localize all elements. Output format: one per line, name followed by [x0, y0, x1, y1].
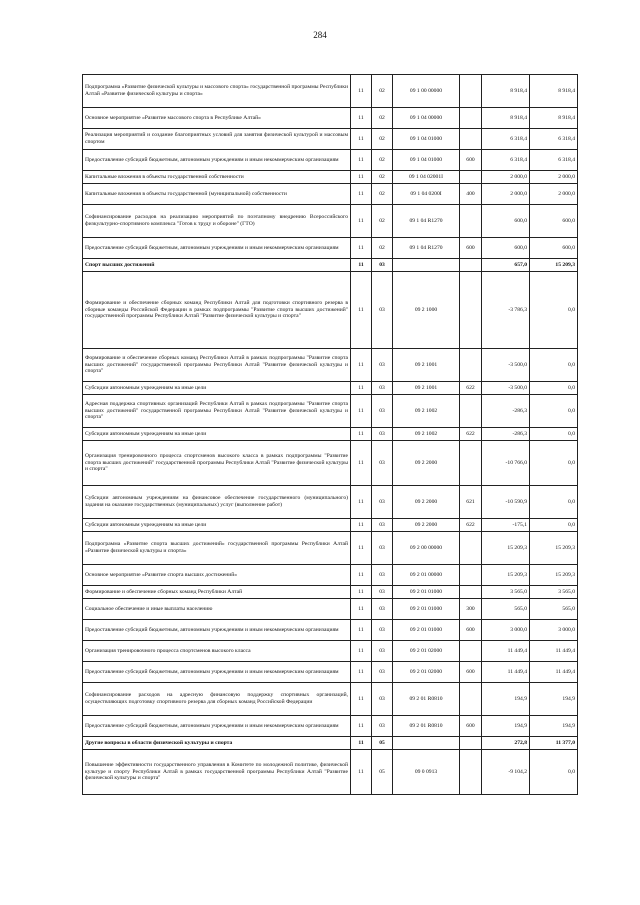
- row-expense-type: [460, 259, 482, 272]
- row-subsection: 03: [372, 641, 393, 662]
- row-expense-type: 600: [460, 620, 482, 641]
- row-amount-2: 194,9: [530, 716, 578, 737]
- row-name: Предоставление субсидий бюджетным, автономным учреждениям и иным некоммерческим организациям: [83, 662, 351, 683]
- row-expense-type: 600: [460, 238, 482, 259]
- row-name: Организация тренировочного процесса спортсменов высокого класса в рамках подпрограммы "Развитие спорта высших достижений" государственной программы Республики Алтай "Развитие физической культуры и спорта": [83, 441, 351, 486]
- row-amount-2: 8 918,4: [530, 108, 578, 129]
- row-amount-1: -286,3: [482, 395, 530, 428]
- table-row: [83, 184, 578, 205]
- row-name: Субсидии автономным учреждениям на финансовое обеспечение государственного (муниципального) задания на оказание государственных (муниципальных) услуг (выполнение работ): [83, 486, 351, 519]
- table-row: [83, 565, 578, 586]
- row-expense-type: [460, 349, 482, 382]
- row-section: 11: [351, 238, 372, 259]
- row-name: Предоставление субсидий бюджетным, автономным учреждениям и иным некоммерческим организациям: [83, 716, 351, 737]
- row-expense-type: 400: [460, 184, 482, 205]
- row-subsection: 03: [372, 382, 393, 395]
- row-name: Формирование и обеспечение сборных команд Республики Алтай: [83, 586, 351, 599]
- table-row: [83, 150, 578, 171]
- row-expense-type: 600: [460, 716, 482, 737]
- row-amount-1: 600,0: [482, 205, 530, 238]
- row-subsection: 03: [372, 272, 393, 349]
- row-amount-1: 15 209,3: [482, 565, 530, 586]
- row-name: Повышение эффективности государственного управления в Комитете по молодежной политике, физической культуре и спорту Республики Алтай в рамках государственной программы Республики Алтай "Развитие физической культуры и спорта": [83, 750, 351, 795]
- table-row: [83, 441, 578, 486]
- table-row: [83, 662, 578, 683]
- row-subsection: 03: [372, 586, 393, 599]
- row-section: 11: [351, 662, 372, 683]
- row-amount-1: 15 209,3: [482, 532, 530, 565]
- table-row: [83, 382, 578, 395]
- row-expense-type: 600: [460, 150, 482, 171]
- row-amount-2: 11 449,4: [530, 641, 578, 662]
- row-name: Софинансирование расходов на реализацию мероприятий по поэтапному внедрению Всероссийского физкультурно-спортивного комплекса "Готов к труду и обороне" (ГТО): [83, 205, 351, 238]
- row-subsection: 02: [372, 150, 393, 171]
- row-section: 11: [351, 519, 372, 532]
- row-target-article: 09 2 1001: [393, 382, 460, 395]
- row-subsection: 03: [372, 683, 393, 716]
- row-target-article: 09 1 04 0200I: [393, 184, 460, 205]
- row-target-article: 09 2 1002: [393, 395, 460, 428]
- row-amount-2: 15 209,3: [530, 259, 578, 272]
- row-subsection: 03: [372, 532, 393, 565]
- table-row: [83, 75, 578, 108]
- row-section: 11: [351, 716, 372, 737]
- row-name: Капитальные вложения в объекты государственной (муниципальной) собственности: [83, 184, 351, 205]
- table-row: [83, 599, 578, 620]
- row-expense-type: [460, 683, 482, 716]
- row-amount-1: 3 000,0: [482, 620, 530, 641]
- row-target-article: 09 2 01 02000: [393, 662, 460, 683]
- row-amount-1: -9 104,2: [482, 750, 530, 795]
- row-amount-1: 565,0: [482, 599, 530, 620]
- row-amount-2: 15 209,3: [530, 532, 578, 565]
- row-subsection: 03: [372, 486, 393, 519]
- row-target-article: 09 1 00 00000: [393, 75, 460, 108]
- row-target-article: 09 2 01 01000: [393, 586, 460, 599]
- row-name: Субсидии автономным учреждениям на иные цели: [83, 428, 351, 441]
- row-section: 11: [351, 108, 372, 129]
- budget-table: [82, 74, 578, 795]
- row-amount-2: 0,0: [530, 428, 578, 441]
- row-name: Другие вопросы в области физической культуры и спорта: [83, 737, 351, 750]
- row-expense-type: [460, 205, 482, 238]
- table-row: [83, 683, 578, 716]
- row-target-article: 09 2 01 01000: [393, 599, 460, 620]
- row-section: 11: [351, 428, 372, 441]
- row-amount-2: 3 565,0: [530, 586, 578, 599]
- row-expense-type: [460, 750, 482, 795]
- row-amount-1: 194,9: [482, 683, 530, 716]
- table-row: [83, 259, 578, 272]
- row-amount-2: 6 318,4: [530, 129, 578, 150]
- row-expense-type: [460, 272, 482, 349]
- row-expense-type: [460, 395, 482, 428]
- table-row: [83, 519, 578, 532]
- row-section: 11: [351, 586, 372, 599]
- row-expense-type: [460, 641, 482, 662]
- row-name: Предоставление субсидий бюджетным, автономным учреждениям и иным некоммерческим организациям: [83, 620, 351, 641]
- row-amount-2: 565,0: [530, 599, 578, 620]
- row-subsection: 03: [372, 349, 393, 382]
- row-amount-1: 194,9: [482, 716, 530, 737]
- page-number: 284: [313, 30, 327, 40]
- row-amount-2: 6 318,4: [530, 150, 578, 171]
- row-expense-type: [460, 532, 482, 565]
- row-subsection: 05: [372, 750, 393, 795]
- row-subsection: 03: [372, 428, 393, 441]
- row-name: Софинансирование расходов на адресную финансовую поддержку спортивных организаций, осуществляющих подготовку спортивного резерва для сборных команд Российской Федерации: [83, 683, 351, 716]
- row-name: Формирование и обеспечение сборных команд Республики Алтай в рамках подпрограммы "Развитие спорта высших достижений" государственной программы Республики Алтай "Развитие физической культуры и спорта": [83, 349, 351, 382]
- row-subsection: 03: [372, 565, 393, 586]
- row-subsection: 03: [372, 395, 393, 428]
- row-section: 11: [351, 683, 372, 716]
- row-target-article: 09 2 01 02000: [393, 641, 460, 662]
- row-target-article: 09 1 04 01000: [393, 150, 460, 171]
- row-amount-1: 600,0: [482, 238, 530, 259]
- row-amount-2: 0,0: [530, 272, 578, 349]
- row-subsection: 03: [372, 716, 393, 737]
- row-amount-2: 0,0: [530, 395, 578, 428]
- row-name: Адресная поддержка спортивных организаций Республики Алтай в рамках подпрограммы "Развитие спорта высших достижений" государственной программы Республики Алтай "Развитие физической культуры и спорта": [83, 395, 351, 428]
- row-target-article: 09 2 2000: [393, 441, 460, 486]
- row-target-article: 09 2 01 R0810: [393, 716, 460, 737]
- row-target-article: 09 2 01 R0810: [393, 683, 460, 716]
- row-subsection: 03: [372, 441, 393, 486]
- row-name: Подпрограмма «Развитие спорта высших достижений» государственной программы Республики Алтай «Развитие физической культуры и спорта»: [83, 532, 351, 565]
- row-target-article: 09 2 01 00000: [393, 565, 460, 586]
- row-expense-type: 622: [460, 428, 482, 441]
- row-section: 11: [351, 382, 372, 395]
- row-amount-1: 3 565,0: [482, 586, 530, 599]
- row-subsection: 03: [372, 620, 393, 641]
- row-amount-2: 0,0: [530, 486, 578, 519]
- row-expense-type: 600: [460, 662, 482, 683]
- table-row: [83, 238, 578, 259]
- row-amount-1: 11 449,4: [482, 641, 530, 662]
- row-subsection: 02: [372, 108, 393, 129]
- row-subsection: 02: [372, 238, 393, 259]
- table-row: [83, 750, 578, 795]
- table-row: [83, 641, 578, 662]
- row-section: 11: [351, 395, 372, 428]
- row-subsection: 02: [372, 171, 393, 184]
- row-name: Формирование и обеспечение сборных команд Республики Алтай для подготовки спортивного резерва в сборные команды Российской Федерации в рамках подпрограммы "Развитие спорта высших достижений" государственной программы Республики Алтай "Развитие физической культуры и спорта": [83, 272, 351, 349]
- row-amount-1: -175,1: [482, 519, 530, 532]
- row-amount-2: 2 000,0: [530, 184, 578, 205]
- row-amount-1: 6 318,4: [482, 129, 530, 150]
- table-row: [83, 586, 578, 599]
- row-amount-2: 600,0: [530, 205, 578, 238]
- row-amount-1: -10 766,0: [482, 441, 530, 486]
- row-amount-1: -286,3: [482, 428, 530, 441]
- row-section: 11: [351, 129, 372, 150]
- row-amount-1: -10 590,9: [482, 486, 530, 519]
- table-row: [83, 349, 578, 382]
- table-row: [83, 395, 578, 428]
- row-name: Капитальные вложения в объекты государственной собственности: [83, 171, 351, 184]
- row-expense-type: [460, 737, 482, 750]
- row-expense-type: 300: [460, 599, 482, 620]
- row-amount-2: 2 000,0: [530, 171, 578, 184]
- row-name: Субсидии автономным учреждениям на иные цели: [83, 519, 351, 532]
- row-section: 11: [351, 486, 372, 519]
- row-section: 11: [351, 75, 372, 108]
- row-name: Основное мероприятие «Развитие массового спорта в Республике Алтай»: [83, 108, 351, 129]
- row-target-article: 09 2 1001: [393, 349, 460, 382]
- row-target-article: 09 2 1002: [393, 428, 460, 441]
- row-subsection: 02: [372, 75, 393, 108]
- table-row: [83, 620, 578, 641]
- row-expense-type: [460, 441, 482, 486]
- row-section: 11: [351, 259, 372, 272]
- row-subsection: 03: [372, 599, 393, 620]
- row-target-article: 09 2 2000: [393, 519, 460, 532]
- row-target-article: 09 1 04 R1270: [393, 205, 460, 238]
- row-subsection: 02: [372, 205, 393, 238]
- row-expense-type: [460, 171, 482, 184]
- row-expense-type: [460, 565, 482, 586]
- table-row: [83, 737, 578, 750]
- row-target-article: 09 0 0913: [393, 750, 460, 795]
- row-target-article: 09 1 04 01000: [393, 129, 460, 150]
- row-expense-type: [460, 75, 482, 108]
- row-target-article: 09 2 2000: [393, 486, 460, 519]
- row-section: 11: [351, 349, 372, 382]
- row-name: Подпрограмма «Развитие физической культуры и массового спорта» государственной программы Республики Алтай «Развитие физической культуры и спорта»: [83, 75, 351, 108]
- row-amount-1: 2 000,0: [482, 184, 530, 205]
- row-subsection: 02: [372, 129, 393, 150]
- table-row: [83, 108, 578, 129]
- row-name: Социальное обеспечение и иные выплаты населению: [83, 599, 351, 620]
- row-target-article: [393, 259, 460, 272]
- row-section: 11: [351, 205, 372, 238]
- row-name: Основное мероприятие «Развитие спорта высших достижений»: [83, 565, 351, 586]
- row-target-article: 09 1 04 R1270: [393, 238, 460, 259]
- row-expense-type: [460, 108, 482, 129]
- row-subsection: 02: [372, 184, 393, 205]
- row-amount-2: 3 000,0: [530, 620, 578, 641]
- row-section: 11: [351, 272, 372, 349]
- row-amount-2: 15 209,3: [530, 565, 578, 586]
- row-amount-2: 11 449,4: [530, 662, 578, 683]
- row-section: 11: [351, 184, 372, 205]
- row-amount-2: 0,0: [530, 750, 578, 795]
- row-target-article: 09 1 04 02001I: [393, 171, 460, 184]
- row-section: 11: [351, 737, 372, 750]
- row-subsection: 03: [372, 662, 393, 683]
- row-target-article: 09 2 01 01000: [393, 620, 460, 641]
- row-amount-1: 8 918,4: [482, 75, 530, 108]
- row-target-article: 09 2 1000: [393, 272, 460, 349]
- row-amount-2: 0,0: [530, 382, 578, 395]
- row-amount-2: 194,9: [530, 683, 578, 716]
- table-row: [83, 532, 578, 565]
- table-row: [83, 716, 578, 737]
- row-target-article: 09 1 04 00000: [393, 108, 460, 129]
- table-row: [83, 205, 578, 238]
- row-amount-1: -3 500,0: [482, 382, 530, 395]
- row-amount-1: 2 000,0: [482, 171, 530, 184]
- row-section: 11: [351, 641, 372, 662]
- row-amount-1: 8 918,4: [482, 108, 530, 129]
- table-row: [83, 428, 578, 441]
- row-target-article: [393, 737, 460, 750]
- table-row: [83, 486, 578, 519]
- row-amount-2: 0,0: [530, 349, 578, 382]
- row-expense-type: [460, 129, 482, 150]
- row-name: Субсидии автономным учреждениям на иные цели: [83, 382, 351, 395]
- row-amount-2: 8 918,4: [530, 75, 578, 108]
- row-amount-1: 11 449,4: [482, 662, 530, 683]
- row-amount-1: 6 318,4: [482, 150, 530, 171]
- row-amount-2: 600,0: [530, 238, 578, 259]
- row-amount-1: 657,0: [482, 259, 530, 272]
- row-expense-type: 621: [460, 486, 482, 519]
- row-amount-1: -3 786,3: [482, 272, 530, 349]
- row-section: 11: [351, 750, 372, 795]
- row-section: 11: [351, 171, 372, 184]
- row-amount-2: 0,0: [530, 519, 578, 532]
- row-subsection: 03: [372, 259, 393, 272]
- row-amount-2: 0,0: [530, 441, 578, 486]
- row-amount-1: 272,8: [482, 737, 530, 750]
- table-row: [83, 272, 578, 349]
- row-name: Организация тренировочного процесса спортсменов высокого класса: [83, 641, 351, 662]
- row-amount-1: -3 500,0: [482, 349, 530, 382]
- row-section: 11: [351, 532, 372, 565]
- row-name: Предоставление субсидий бюджетным, автономным учреждениям и иным некоммерческим организациям: [83, 150, 351, 171]
- row-name: Спорт высших достижений: [83, 259, 351, 272]
- row-name: Предоставление субсидий бюджетным, автономным учреждениям и иным некоммерческим организациям: [83, 238, 351, 259]
- row-expense-type: 622: [460, 519, 482, 532]
- row-subsection: 05: [372, 737, 393, 750]
- table-row: [83, 171, 578, 184]
- row-expense-type: 622: [460, 382, 482, 395]
- row-amount-2: 11 377,0: [530, 737, 578, 750]
- row-target-article: 09 2 00 00000: [393, 532, 460, 565]
- row-section: 11: [351, 599, 372, 620]
- row-section: 11: [351, 565, 372, 586]
- row-name: Реализация мероприятий и создание благоприятных условий для занятия физической культурой и массовым спортом: [83, 129, 351, 150]
- row-section: 11: [351, 441, 372, 486]
- row-subsection: 03: [372, 519, 393, 532]
- row-expense-type: [460, 586, 482, 599]
- row-section: 11: [351, 620, 372, 641]
- row-section: 11: [351, 150, 372, 171]
- table-row: [83, 129, 578, 150]
